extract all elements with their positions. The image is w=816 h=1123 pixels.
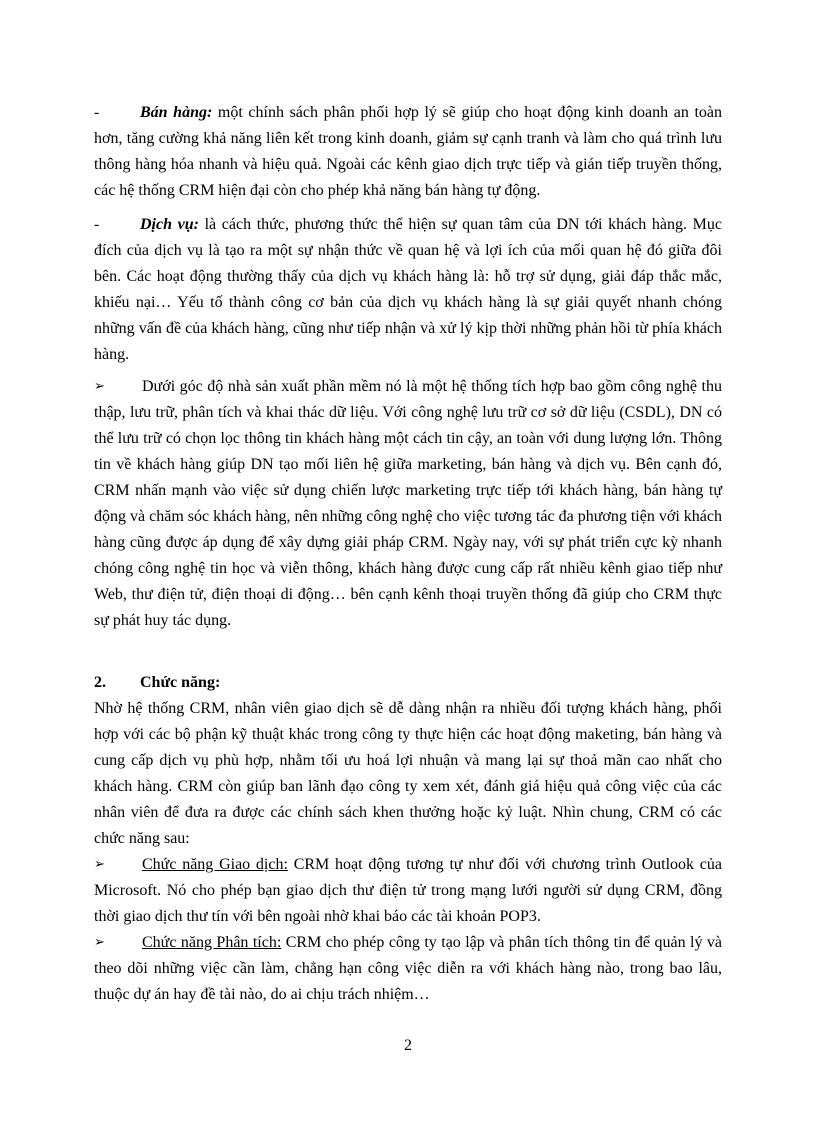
text-giao-dich: CRM hoạt động tương tự như đối với chương trình Outlook của Microsoft. Nó cho phép bạn giao dịch thư điện tử trong mạng lưới người sử dụng CRM, đồng thời giao dịch thư tín với bên ngoài nhờ khai báo các tài khoản POP3. [94,856,723,925]
section-heading [94,670,722,696]
term-giao-dich: Chức năng Giao dịch: [142,856,288,873]
term-phan-tich: Chức năng Phân tích: [142,934,282,951]
section-number: 2. [94,674,106,691]
paragraph-ban-hang [94,100,722,204]
page-number: 2 [404,1037,412,1054]
text-phan-tich: CRM cho phép công ty tạo lập và phân tích thông tin để quản lý và theo dõi những việc cần làm, chẳng hạn công việc diễn ra với khách hàng nào, trong bao lâu, thuộc dự án hay đề tài nào, do ai chịu trách nhiệm… [94,934,722,1003]
dash-marker: - [94,104,100,121]
list-item-phan-tich [94,930,722,1008]
section-intro: Nhờ hệ thống CRM, nhân viên giao dịch sẽ dễ dàng nhận ra nhiều đối tượng khách hàng, phối hợp với các bộ phận kỹ thuật khác trong công ty thực hiện các hoạt động maketing, bán hàng và cung cấp dịch vụ phù hợp, nhằm tối ưu hoá lợi nhuận và mang lại sự thoả mãn cao nhất cho khách hàng. CRM còn giúp ban lãnh đạo công ty xem xét, đánh giá hiệu quả công việc của các nhân viên để đưa ra được các chính sách khen thưởng hoặc kỷ luật. Nhìn chung, CRM có các chức năng sau: [94,700,722,847]
arrow-bullet-icon: ➢ [94,379,105,394]
text-ban-hang: một chính sách phân phối hợp lý sẽ giúp cho hoạt động kinh doanh an toàn hơn, tăng cường khả năng liên kết trong kinh doanh, giảm sự cạnh tranh và làm cho quá trình lưu thông hàng hóa nhanh và hiệu quả. Ngoài các kênh giao dịch trực tiếp và gián tiếp truyền thống, các hệ thống CRM hiện đại còn cho phép khả năng bán hàng tự động. [94,104,722,199]
text-san-xuat: Dưới góc độ nhà sản xuất phần mềm nó là một hệ thống tích hợp bao gồm công nghệ thu thập, lưu trữ, phân tích và khai thác dữ liệu. Với công nghệ lưu trữ cơ sở dữ liệu (CSDL), DN có thể lưu trữ có chọn lọc thông tin khách hàng một cách tin cậy, an toàn với dung lượng lớn. Thông tin về khách hàng giúp DN tạo mối liên hệ giữa marketing, bán hàng và dịch vụ. Bên cạnh đó, CRM nhấn mạnh vào việc sử dụng chiến lược marketing trực tiếp tới khách hàng, bán hàng tự động và chăm sóc khách hàng, nên những công nghệ cho việc tương tác đa phương tiện với khách hàng cũng được áp dụng để xây dựng giải pháp CRM. Ngày nay, với sự phát triển cực kỳ nhanh chóng công nghệ tin học và viễn thông, khách hàng được cung cấp rất nhiều kênh giao tiếp như Web, thư điện tử, điện thoại di động… bên cạnh kênh thoại truyền thống đã giúp cho CRM thực sự phát huy tác dụng. [94,378,722,629]
text-dich-vu: là cách thức, phương thức thể hiện sự quan tâm của DN tới khách hàng. Mục đích của dịch vụ là tạo ra một sự nhận thức về quan hệ và lợi ích của mối quan hệ đó giữa đôi bên. Các hoạt động thường thấy của dịch vụ khách hàng là: hỗ trợ sử dụng, giải đáp thắc mắc, khiếu nại… Yếu tố thành công cơ bản của dịch vụ khách hàng là sự giải quyết nhanh chóng những vấn đề của khách hàng, cũng như tiếp nhận và xử lý kịp thời những phản hồi từ phía khách hàng. [94,216,722,363]
document-page [94,100,722,1008]
arrow-bullet-icon: ➢ [94,857,105,872]
term-dich-vu: Dịch vụ: [140,216,199,233]
term-ban-hang: Bán hàng: [140,104,213,121]
dash-marker: - [94,216,100,233]
paragraph-san-xuat [94,374,722,634]
section-title: Chức năng: [140,674,221,691]
paragraph-dich-vu [94,212,722,368]
arrow-bullet-icon: ➢ [94,935,105,950]
list-item-giao-dich [94,852,722,930]
